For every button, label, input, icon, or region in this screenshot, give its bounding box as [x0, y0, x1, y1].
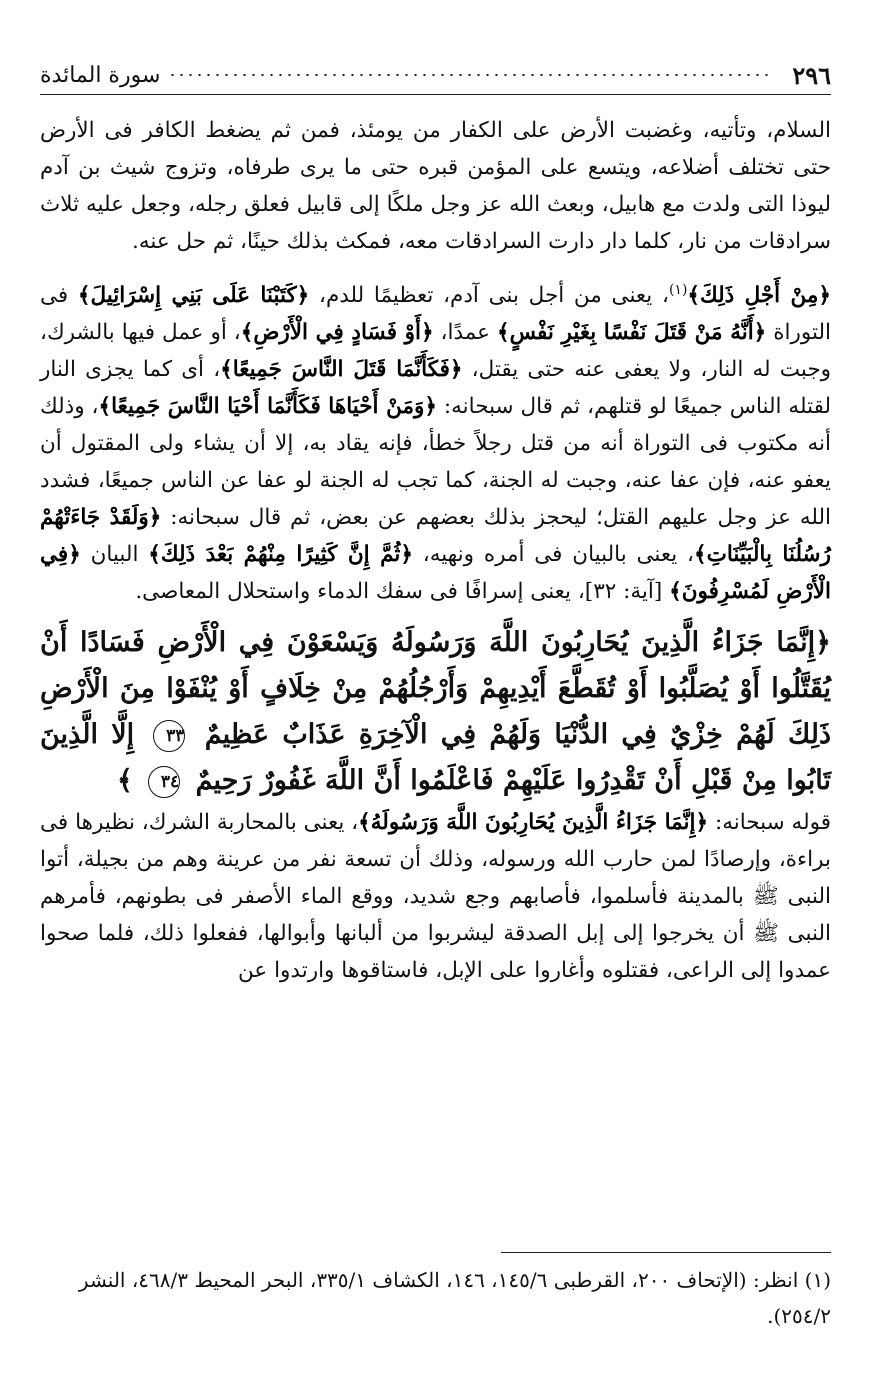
verse-34-text: إِلَّا الَّذِينَ تَابُوا مِنْ قَبْلِ أَنْ تَقْدِرُوا عَلَيْهِمْ فَاعْلَمُوا أَنَّ اللَّهَ غَفُورٌ رَحِيمٌ	[40, 719, 831, 797]
paragraph-1: السلام، وتأتيه، وغضبت الأرض على الكفار من يومئذ، فمن ثم يضغط الكافر فى الأرض حتى تختلف أضلاعه، ويتسع على المؤمن قبره حتى ما يرى طرفاه، وتزوج شيث بن آدم ليوذا التى ولدت مع هابيل، وبعث الله عز وجل ملكًا إلى قابيل فعلق رجله، وجعل عليه ثلاث سرادقات من نار، كلما دار دارت السرادقات معه، فمكث بذلك حينًا، ثم حل عنه.	[40, 118, 831, 254]
verse-close-bracket: ﴾	[116, 765, 133, 797]
quran-quote: ﴿أَوْ فَسَادٍ فِي الْأَرْضِ﴾	[240, 320, 434, 346]
quran-quote: ﴿وَمَنْ أَحْيَاهَا فَكَأَنَّمَا أَحْيَا النَّاسَ جَمِيعًا﴾	[98, 394, 437, 420]
commentary-text: ، يعنى من أجل بنى آدم، تعظيمًا للدم،	[319, 283, 669, 309]
page-header	[40, 56, 831, 95]
paragraph-3	[40, 804, 831, 989]
commentary-text: ، يعنى بالمحاربة الشرك، نظيرها فى براءة، وإرصادًا لمن حارب الله ورسوله، وذلك أن تسعة نفر من عرينة وهم من بجيلة، أتوا النبى ﷺ بالمدينة فأسلموا، فأصابهم وجع شديد، ووقع الماء الأصفر فى بطونهم، فأمرهم النبى ﷺ أن يخرجوا إلى إبل الصدقة ليشربوا من ألبانها وأبوالها، ففعلوا ذلك، فلما صحوا عمدوا إلى الراعى، فقتلوه وأغاروا على الإبل، فاستاقوها وارتدوا عن	[40, 810, 831, 984]
page-number: ٢٩٦	[792, 60, 831, 90]
header-dot-leader	[168, 73, 774, 77]
quran-quote: ﴿فَكَأَنَّمَا قَتَلَ النَّاسَ جَمِيعًا﴾	[220, 357, 463, 383]
quran-quote: ﴿ثُمَّ إِنَّ كَثِيرًا مِنْهُمْ بَعْدَ ذَلِكَ﴾	[148, 542, 413, 568]
paragraph-2	[40, 272, 831, 610]
quran-quote: ﴿مِنْ أَجْلِ ذَلِكَ﴾	[687, 283, 831, 309]
commentary-text: عمدًا،	[440, 320, 490, 346]
verse-33-text: ﴿إِنَّمَا جَزَاءُ الَّذِينَ يُحَارِبُونَ اللَّهَ وَرَسُولَهُ وَيَسْعَوْنَ فِي الْأَرْضِ فَسَادًا أَنْ يُقَتَّلُوا أَوْ يُصَلَّبُوا أَوْ تُقَطَّعَ أَيْدِيهِمْ وَأَرْجُلُهُمْ مِنْ خِلَافٍ أَوْ يُنْفَوْا مِنَ الْأَرْضِ ذَلِكَ لَهُمْ خِزْيٌ فِي الدُّنْيَا وَلَهُمْ فِي الْآخِرَةِ عَذَابٌ عَظِيمٌ	[40, 627, 831, 751]
main-text	[40, 112, 831, 989]
verse-number-badge: ٣٤	[148, 766, 180, 798]
commentary-text: ، وذلك أنه مكتوب فى التوراة أنه من قتل رجلاً خطأ، فإنه يقاد به، إلا أن يشاء ولى المقتول أن يعفو عنه، فإن عفا عنه، وجبت له الجنة، كما تجب له الجنة لو عفا عن الناس جميعًا، فشدد الله عز وجل عليهم القتل؛ ليحجز بذلك بعضهم عن بعض، ثم قال سبحانه:	[40, 394, 831, 531]
commentary-text: فى التوراة	[40, 283, 832, 346]
commentary-text: قوله سبحانه:	[714, 810, 832, 836]
commentary-text: البيان	[90, 542, 139, 568]
verse-number-badge: ٣٣	[153, 720, 185, 752]
quran-quote: ﴿أَنَّهُ مَنْ قَتَلَ نَفْسًا بِغَيْرِ نَفْسٍ﴾	[496, 320, 767, 346]
footnote: (١) انظر: (الإتحاف ٢٠٠، القرطبى ١٤٥/٦، ١٤٦، الكشاف ٣٣٥/١، البحر المحيط ٤٦٨/٣، النشر ٢٥٤/٢).	[78, 1268, 831, 1328]
quran-quote: ﴿إِنَّمَا جَزَاءُ الَّذِينَ يُحَارِبُونَ اللَّهَ وَرَسُولَهُ﴾	[358, 810, 709, 836]
surah-title: سورة المائدة	[40, 62, 161, 88]
quran-quote: ﴿كَتَبْنَا عَلَى بَنِي إِسْرَائِيلَ﴾	[77, 283, 310, 309]
quran-quote: ﴿فِي الْأَرْضِ لَمُسْرِفُونَ﴾	[40, 542, 831, 605]
commentary-text: ، أو عمل فيها بالشرك، وجبت له النار، ولا يعفى عنه حتى يقتل،	[40, 320, 832, 383]
quran-verse-block	[40, 620, 831, 804]
footnote-marker: (١)	[668, 282, 688, 298]
commentary-text: [آية: ٣٢]، يعنى إسرافًا فى سفك الدماء واستحلال المعاصى.	[135, 579, 663, 605]
commentary-text: ، يعنى بالبيان فى أمره ونهيه،	[422, 542, 694, 568]
footnote-divider	[501, 1252, 831, 1253]
commentary-text: ، أى كما يجزى النار لقتله الناس جميعًا لو قتلهم، ثم قال سبحانه:	[40, 357, 831, 420]
quran-quote: ﴿وَلَقَدْ جَاءَتْهُمْ رُسُلُنَا بِالْبَيِّنَاتِ﴾	[40, 505, 831, 568]
